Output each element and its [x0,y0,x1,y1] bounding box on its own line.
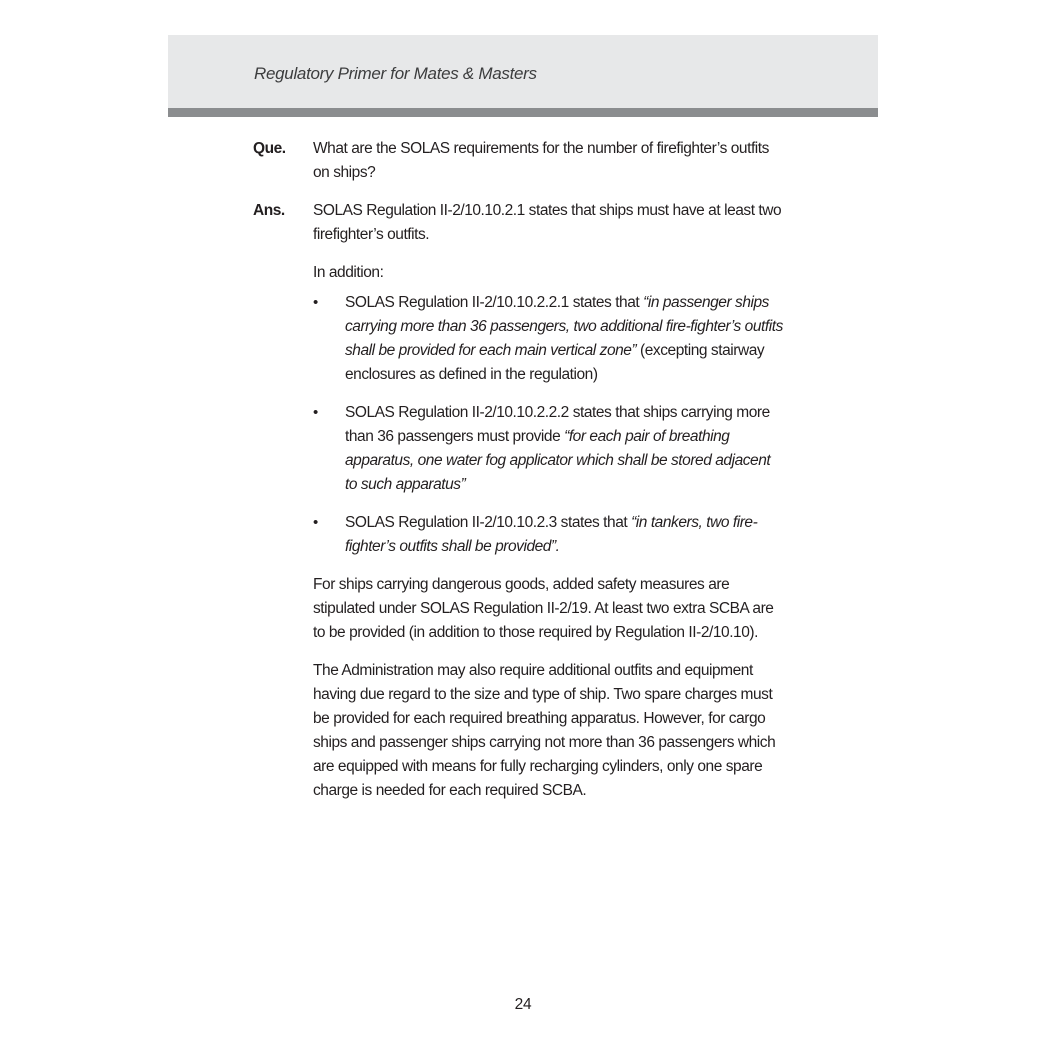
paragraph [253,659,784,803]
text-run: SOLAS Regulation II-2/10.10.2.2.1 states that “in passenger ships carrying more than 36 passengers, two additional fire-fighter’s outfits shall be provided for each main vertical zone” (excepting stairway enclosures as defined in the regulation) [345,294,783,383]
qa-row [253,137,784,185]
text-run: In addition: [313,264,384,281]
bullet-marker-icon: • [313,514,318,531]
bullet-item [253,291,784,387]
qa-label [253,573,313,645]
qa-label [253,401,313,497]
qa-label [253,659,313,803]
qa-label: Que. [253,140,286,157]
qa-label [253,511,313,559]
bullet-marker-icon: • [313,404,318,421]
text-run: SOLAS Regulation II-2/10.10.2.2.2 states that ships carrying more than 36 passengers must provide “for each pair of breathing apparatus, one water fog applicator which shall be stored adjacent to such apparatus” [345,404,771,493]
bullet-marker-icon: • [313,294,318,311]
bullet-item [253,511,784,559]
text-run: The Administration may also require additional outfits and equipment having due regard to the size and type of ship. Two spare charges must be provided for each required breathing apparatus. However, for cargo ships and passenger ships carrying not more than 36 passengers which are equipped with means for fully recharging cylinders, only one spare charge is needed for each required SCBA. [313,662,776,799]
qa-label [253,261,313,285]
qa-label: Ans. [253,202,285,219]
text-run: What are the SOLAS requirements for the number of firefighter’s outfits on ships? [313,140,769,181]
page-content [253,137,784,817]
text-run: SOLAS Regulation II-2/10.10.2.3 states that “in tankers, two fire-fighter’s outfits shall be provided”. [345,514,758,555]
page-header [168,35,878,108]
qa-label [253,291,313,387]
page-number: 24 [514,996,532,1013]
qa-row [253,199,784,247]
text-run: SOLAS Regulation II-2/10.10.2.1 states that ships must have at least two firefighter’s outfits. [313,202,782,243]
running-head: Regulatory Primer for Mates & Masters [254,64,537,83]
text-run: For ships carrying dangerous goods, added safety measures are stipulated under SOLAS Regulation II-2/19. At least two extra SCBA are to be provided (in addition to those required by Regulation II-2/10.10). [313,576,774,641]
paragraph [253,261,784,285]
paragraph [253,573,784,645]
header-rule [168,108,878,117]
bullet-item [253,401,784,497]
